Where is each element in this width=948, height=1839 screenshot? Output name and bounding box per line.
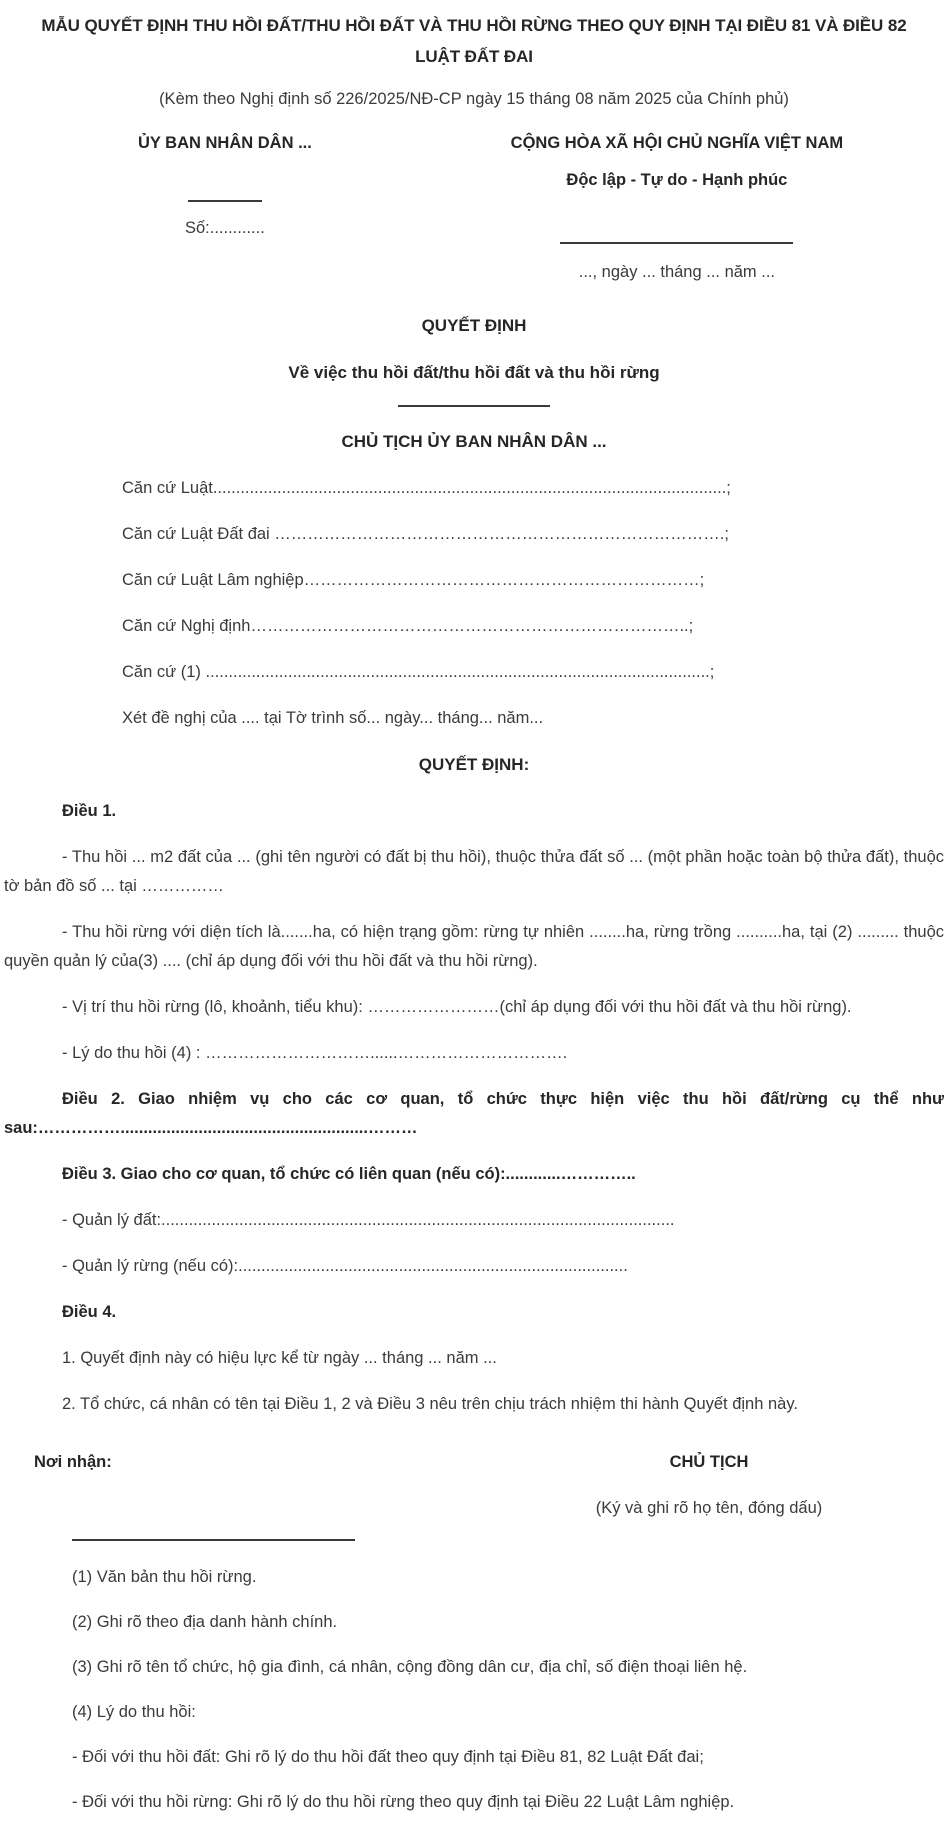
recipients-label: Nơi nhận: <box>34 1453 112 1471</box>
issuer-block <box>4 128 446 287</box>
signer-title: CHỦ TỊCH <box>669 1453 749 1471</box>
signer-block <box>474 1447 944 1523</box>
preamble-line-luat-lam-nghiep: Căn cứ Luật Lâm nghiệp………………………………………………………………; <box>122 571 705 589</box>
issuer-divider <box>188 200 262 202</box>
decision-heading: QUYẾT ĐỊNH <box>421 316 527 335</box>
article-3-land-management: - Quản lý đất:................................................................................................................ <box>62 1211 675 1229</box>
decision-subject: Về việc thu hồi đất/thu hồi đất và thu hồi rừng <box>288 363 660 382</box>
article-1-reason: - Lý do thu hồi (4) : …………………………......…………………………. <box>62 1044 568 1062</box>
signature-block <box>4 1447 944 1523</box>
resolve-heading: QUYẾT ĐỊNH: <box>418 755 530 774</box>
preamble-line-luat-dat-dai: Căn cứ Luật Đất đai ……………………………………………………………………….; <box>122 525 729 543</box>
subject-divider <box>398 405 550 407</box>
preamble-section <box>4 474 944 733</box>
article-1-forest-location: - Vị trí thu hồi rừng (lô, khoảnh, tiểu khu): ……………………(chỉ áp dụng đối với thu hồi đất và thu hồi rừng). <box>62 998 852 1016</box>
article-4-item-1: 1. Quyết định này có hiệu lực kể từ ngày ... tháng ... năm ... <box>62 1349 497 1367</box>
preamble-line-nghi-dinh: Căn cứ Nghị định……………………………………………………………………..; <box>122 617 694 635</box>
footnote-4: (4) Lý do thu hồi: <box>72 1703 196 1721</box>
preamble-line-xet-de-nghi: Xét đề nghị của .... tại Tờ trình số... ngày... tháng... năm... <box>122 709 544 727</box>
article-1-forest-area: - Thu hồi rừng với diện tích là.......ha, có hiện trạng gồm: rừng tự nhiên ........ha, rừng trồng ..........ha, tại (2) ......... thuộc quyền quản lý của(3) .... (chỉ áp dụng đối với thu hồi đất và thu hồi rừng). <box>4 923 944 970</box>
national-name: CỘNG HÒA XÃ HỘI CHỦ NGHĨA VIỆT NAM <box>510 134 844 152</box>
issuer-org-name: ỦY BAN NHÂN DÂN ... <box>137 134 312 152</box>
preamble-line-can-cu-1: Căn cứ (1) ..............................................................................................................; <box>122 663 715 681</box>
articles-section <box>4 797 944 1419</box>
date-line: ..., ngày ... tháng ... năm ... <box>578 263 776 281</box>
article-4-heading: Điều 4. <box>62 1303 117 1321</box>
motto-divider <box>560 242 793 244</box>
footnote-3: (3) Ghi rõ tên tổ chức, hộ gia đình, cá nhân, cộng đồng dân cư, địa chỉ, số điện thoại liên hệ. <box>72 1658 748 1676</box>
article-4-item-2: 2. Tổ chức, cá nhân có tên tại Điều 1, 2 và Điều 3 nêu trên chịu trách nhiệm thi hành Quyết định này. <box>62 1395 798 1413</box>
article-3-forest-management: - Quản lý rừng (nếu có):..................................................................................... <box>62 1257 628 1275</box>
document-header <box>4 128 944 287</box>
footnote-2: (2) Ghi rõ theo địa danh hành chính. <box>72 1613 338 1631</box>
decision-authority: CHỦ TỊCH ỦY BAN NHÂN DÂN ... <box>341 432 607 451</box>
footnote-4-forest: - Đối với thu hồi rừng: Ghi rõ lý do thu hồi rừng theo quy định tại Điều 22 Luật Lâm nghiệp. <box>72 1793 735 1811</box>
footnote-divider <box>72 1539 355 1541</box>
footnote-4-land: - Đối với thu hồi đất: Ghi rõ lý do thu hồi đất theo quy định tại Điều 81, 82 Luật Đất đai; <box>72 1748 704 1766</box>
footnote-1: (1) Văn bản thu hồi rừng. <box>72 1568 257 1586</box>
national-motto: Độc lập - Tự do - Hạnh phúc <box>566 171 788 189</box>
signer-note: (Ký và ghi rõ họ tên, đóng dấu) <box>595 1499 823 1517</box>
document-number: Số:............ <box>185 219 265 237</box>
document-title: MẪU QUYẾT ĐỊNH THU HỒI ĐẤT/THU HỒI ĐẤT VÀ THU HỒI RỪNG THEO QUY ĐỊNH TẠI ĐIỀU 81 VÀ ĐIỀU 82 LUẬT ĐẤT ĐAI <box>41 16 907 66</box>
article-1-land: - Thu hồi ... m2 đất của ... (ghi tên người có đất bị thu hồi), thuộc thửa đất số ... (một phần hoặc toàn bộ thửa đất), thuộc tờ bản đồ số ... tại …………… <box>4 848 944 895</box>
article-2: Điều 2. Giao nhiệm vụ cho các cơ quan, tổ chức thực hiện việc thu hồi đất/rừng cụ thể như sau:……………......................................................……… <box>4 1090 944 1137</box>
article-1-heading: Điều 1. <box>62 802 117 820</box>
preamble-line-luat: Căn cứ Luật................................................................................................................; <box>122 479 731 497</box>
national-block <box>446 128 944 287</box>
document-subtitle: (Kèm theo Nghị định số 226/2025/NĐ-CP ngày 15 tháng 08 năm 2025 của Chính phủ) <box>159 90 789 108</box>
article-3: Điều 3. Giao cho cơ quan, tổ chức có liên quan (nếu có):............………….. <box>62 1165 636 1183</box>
footnotes-section <box>4 1563 944 1817</box>
recipients-block <box>4 1447 474 1523</box>
